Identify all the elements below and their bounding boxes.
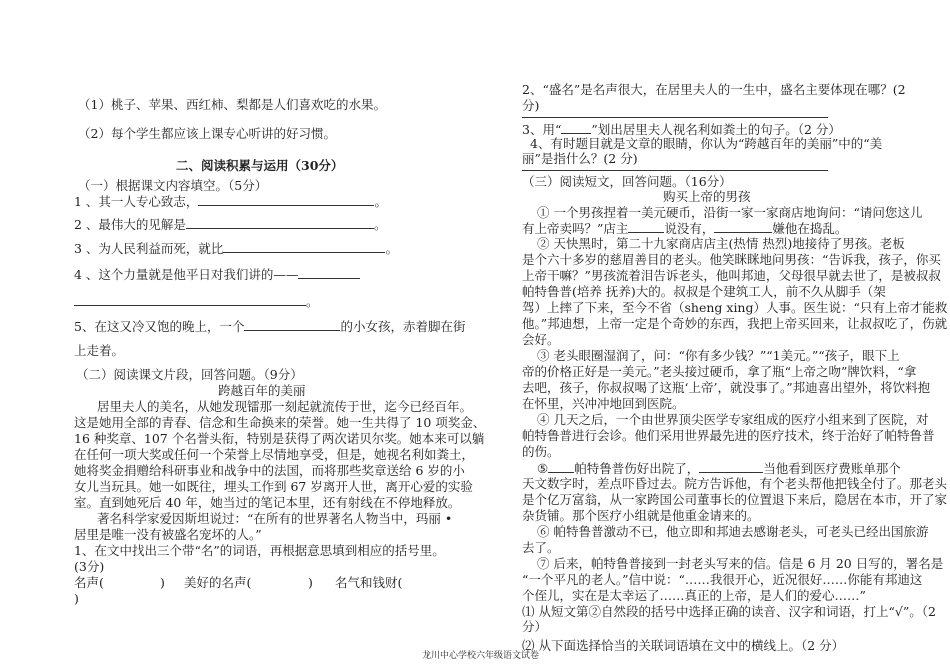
blank-story-a[interactable] [628, 220, 664, 233]
story-line: 他。”邦迪想，上帝一定是个奇妙的东西，我把上帝买回来，让叔叔吃了，伤就 [522, 316, 948, 331]
story-line-text: 当他看到医疗费账单那个 [763, 461, 901, 476]
passage-line: 室。直到她死后 40 年，她当过的笔记本里，还有射线在不停地释放。 [74, 495, 461, 510]
story-line: ④ 几天之后，一个由世界顶尖医学专家组成的医疗小组来到了医院，对 [537, 412, 929, 427]
answer-line-4[interactable] [522, 170, 828, 171]
story-line [537, 460, 901, 477]
part-3-heading: （三）阅读短文，回答问题。（16分） [522, 174, 732, 189]
story-line: 杂货铺。那个医疗小组就是他重金请来的。 [522, 508, 760, 523]
story-line: ⑥ 帕特鲁普激动不已，他立即和邦迪去感谢老头，可老头已经出国旅游 [537, 524, 929, 539]
fill-3 [74, 240, 398, 257]
blank-1[interactable] [198, 193, 374, 206]
blank-4a[interactable] [298, 266, 360, 279]
story-line-text: 有上帝卖吗？”店主 [522, 221, 629, 236]
fill-1-end: 。 [374, 194, 387, 209]
sentence-2: （2）每个学生都应该上课专心听讲的好习惯。 [78, 126, 336, 141]
story-line: 个侄儿，实在是太幸运了……真正的上帝，是人们的爱心……” [522, 588, 866, 603]
question-1-slot-2-end: ) [308, 575, 313, 590]
story-line: 上帝干嘛？”男孩流着泪告诉老头，他叫邦迪，父母很早就去世了，是被叔叔 [522, 268, 941, 283]
fill-2-end: 。 [373, 217, 387, 232]
fill-4-text: 4 、这个力量就是他平日对我们讲的—— [74, 267, 299, 282]
story-line-text: 帕特鲁普伤好出院了， [574, 461, 700, 476]
story-line: 的伤。 [522, 444, 560, 459]
question-2: 2、“盛名”是名声很大，在居里夫人的一生中，盛名主要体现在哪？(2 [522, 82, 906, 97]
blank-3[interactable] [223, 240, 385, 253]
question-1-slot-2[interactable]: 美好的名声( [184, 575, 252, 590]
story-line-text: 说没有， [664, 221, 715, 236]
fill-2 [74, 216, 386, 233]
story-line: 帝的价格正好是一美元。”老头接过硬币，拿了瓶“上帝之吻”牌饮料，“拿 [522, 364, 917, 379]
story-question-1-cont: 分） [522, 619, 548, 634]
fill-5-text: 5、在这又冷又饱的晚上，一个 [74, 319, 245, 334]
question-1-slot-1-end: ) [160, 575, 165, 590]
blank-5[interactable] [244, 318, 340, 331]
blank-story-b[interactable] [714, 220, 772, 233]
story-line-text: 嫌他在捣乱。 [772, 221, 848, 236]
fill-5-text-b: 的小女孩，赤着脚在街 [340, 319, 466, 334]
story-line: “一个平凡的老人。”信中说：“……我很开心，近况很好……你能有邦迪这 [522, 572, 923, 587]
story-line: 去了。 [522, 540, 560, 555]
blank-story-d[interactable] [699, 460, 763, 473]
passage-line: 女儿当玩具。她一如既往，埋头工作到 67 岁离开人世，离开心爱的实验 [74, 479, 473, 494]
question-1-slot-1[interactable]: 名声( [74, 575, 104, 590]
passage-line: 居里夫人的美名，从她发现镭那一刻起就流传于世，迄今已经百年。 [97, 399, 473, 414]
passage-line: 著名科学家爱因斯坦说过：“在所有的世界著名人物当中，玛丽 • [97, 511, 453, 526]
passage-line: 16 种奖章、107 个名誉头衔，特别是获得了两次诺贝尔奖。她本来可以躺 [74, 431, 485, 446]
story-question-1: ⑴ 从短文第②自然段的括号中选择正确的读音、汉字和词语，打上“√”。（2 [522, 604, 936, 619]
fill-5-line2: 上走着。 [74, 343, 125, 358]
passage-line: 这是她用全部的青春、信念和生命换来的荣誉。她一生共得了 10 项奖金、 [74, 415, 486, 430]
story-line: 去吧，孩子，你叔叔喝了这瓶‘上帝’，就没事了。”邦迪喜出望外，将饮料抱 [522, 380, 931, 395]
fill-3-end: 。 [385, 241, 398, 256]
story-line: 驾）上摔了下来，至今不省（sheng xing）人事。医生说：“只有上帝才能救 [522, 300, 948, 315]
question-2-cont: 分) [522, 98, 540, 113]
passage-line: 居里是唯一没有被盛名宠坏的人。” [74, 527, 262, 542]
story-line: ② 天快黑时，第二十九家商店店主(热情 热烈)地接待了男孩。老板 [537, 236, 905, 251]
question-1: 1、在文中找出三个带“名”的词语，再根据意思填到相应的括号里。 [74, 543, 445, 558]
question-1-score: (3分) [74, 559, 105, 574]
question-3-text-b: ”划出居里夫人视名利如粪土的句子。（2 分） [591, 122, 841, 137]
story-line: 帕特鲁普(培养 抚养)大的。叔叔是个建筑工人，前不久从脚手（架 [522, 284, 886, 299]
question-4-cont: 丽”是指什么？(2 分) [522, 151, 638, 166]
blank-4b[interactable] [74, 293, 306, 306]
story-line [522, 220, 847, 237]
fill-1-text: 1 、其一人专心致志， [74, 194, 199, 209]
passage-line: 在任何一项大奖或任何一个荣誉上尽情地享受，但是，她视名利如粪土， [74, 447, 475, 462]
story-line-text: ⑤ [537, 461, 549, 476]
fill-3-text: 3 、为人民利益而死，就比 [74, 241, 224, 256]
fill-4-line2 [74, 293, 319, 310]
story-line: 是个六十多岁的慈眉善目的老头。他笑眯眯地问男孩：“告诉我，孩子，你买 [522, 252, 941, 267]
underline-sample [561, 121, 591, 134]
story-line: ⑦ 后来，帕特鲁普接到一封老头写来的信。信是 6 月 20 日写的，署名是 [537, 556, 944, 571]
story-line: 帕特鲁普进行会诊。他们采用世界最先进的医疗技术，终于治好了帕特鲁普 [522, 428, 935, 443]
question-4: 4、有时题目就是文章的眼睛，你认为“跨越百年的美丽”中的“美 [530, 136, 883, 151]
fill-2-text: 2 、最伟大的见解是 [74, 217, 186, 232]
part-1-heading: （一）根据课文内容填空。（5分） [78, 178, 268, 193]
story-question-2: ⑵ 从下面选择恰当的关联词语填在文中的横线上。（2 分） [522, 638, 845, 653]
passage-line: 她将奖金捐赠给科研事业和战争中的法国，而将那些奖章送给 6 岁的小 [74, 463, 465, 478]
sentence-1: （1）桃子、苹果、西红柿、梨都是人们喜欢吃的水果。 [78, 97, 386, 112]
answer-line-2[interactable] [522, 117, 828, 118]
fill-4 [74, 266, 360, 283]
part-2-heading: （二）阅读课文片段，回答问题。（9分） [76, 367, 303, 382]
story-line: 是个亿万富翁，从一家跨国公司董事长的位置退下来后，隐居在本市，开了家 [522, 492, 948, 507]
story-line: 会好。 [522, 332, 560, 347]
blank-2[interactable] [186, 216, 374, 229]
page-footer: 龙川中心学校六年级语文试卷 [422, 651, 540, 661]
story-title: 购买上帝的男孩 [663, 189, 751, 204]
section-heading: 二、阅读积累与运用（30分） [176, 158, 344, 173]
story-line: 在怀里，兴冲冲地回到医院。 [522, 396, 685, 411]
blank-story-c[interactable] [548, 460, 574, 473]
fill-1 [74, 193, 387, 210]
question-3-text: 3、用“ [522, 122, 562, 137]
story-line: ① 一个男孩捏着一美元硬币，沿街一家一家商店地询问：“请问您这儿 [537, 205, 923, 220]
passage-title: 跨越百年的美丽 [218, 383, 306, 398]
question-1-slot-3-end: ) [74, 591, 79, 606]
fill-4-end: 。 [306, 294, 319, 309]
question-1-slot-3[interactable]: 名气和钱财( [335, 575, 403, 590]
story-line: ③ 老头眼圈湿润了，问：“你有多少钱？”“1美元。”“孩子，眼下上 [537, 348, 900, 363]
story-line: 天文数字时，差点吓昏过去。院方告诉他，有个老头帮他把钱全付了。那老头 [522, 476, 948, 491]
fill-5 [74, 318, 465, 335]
